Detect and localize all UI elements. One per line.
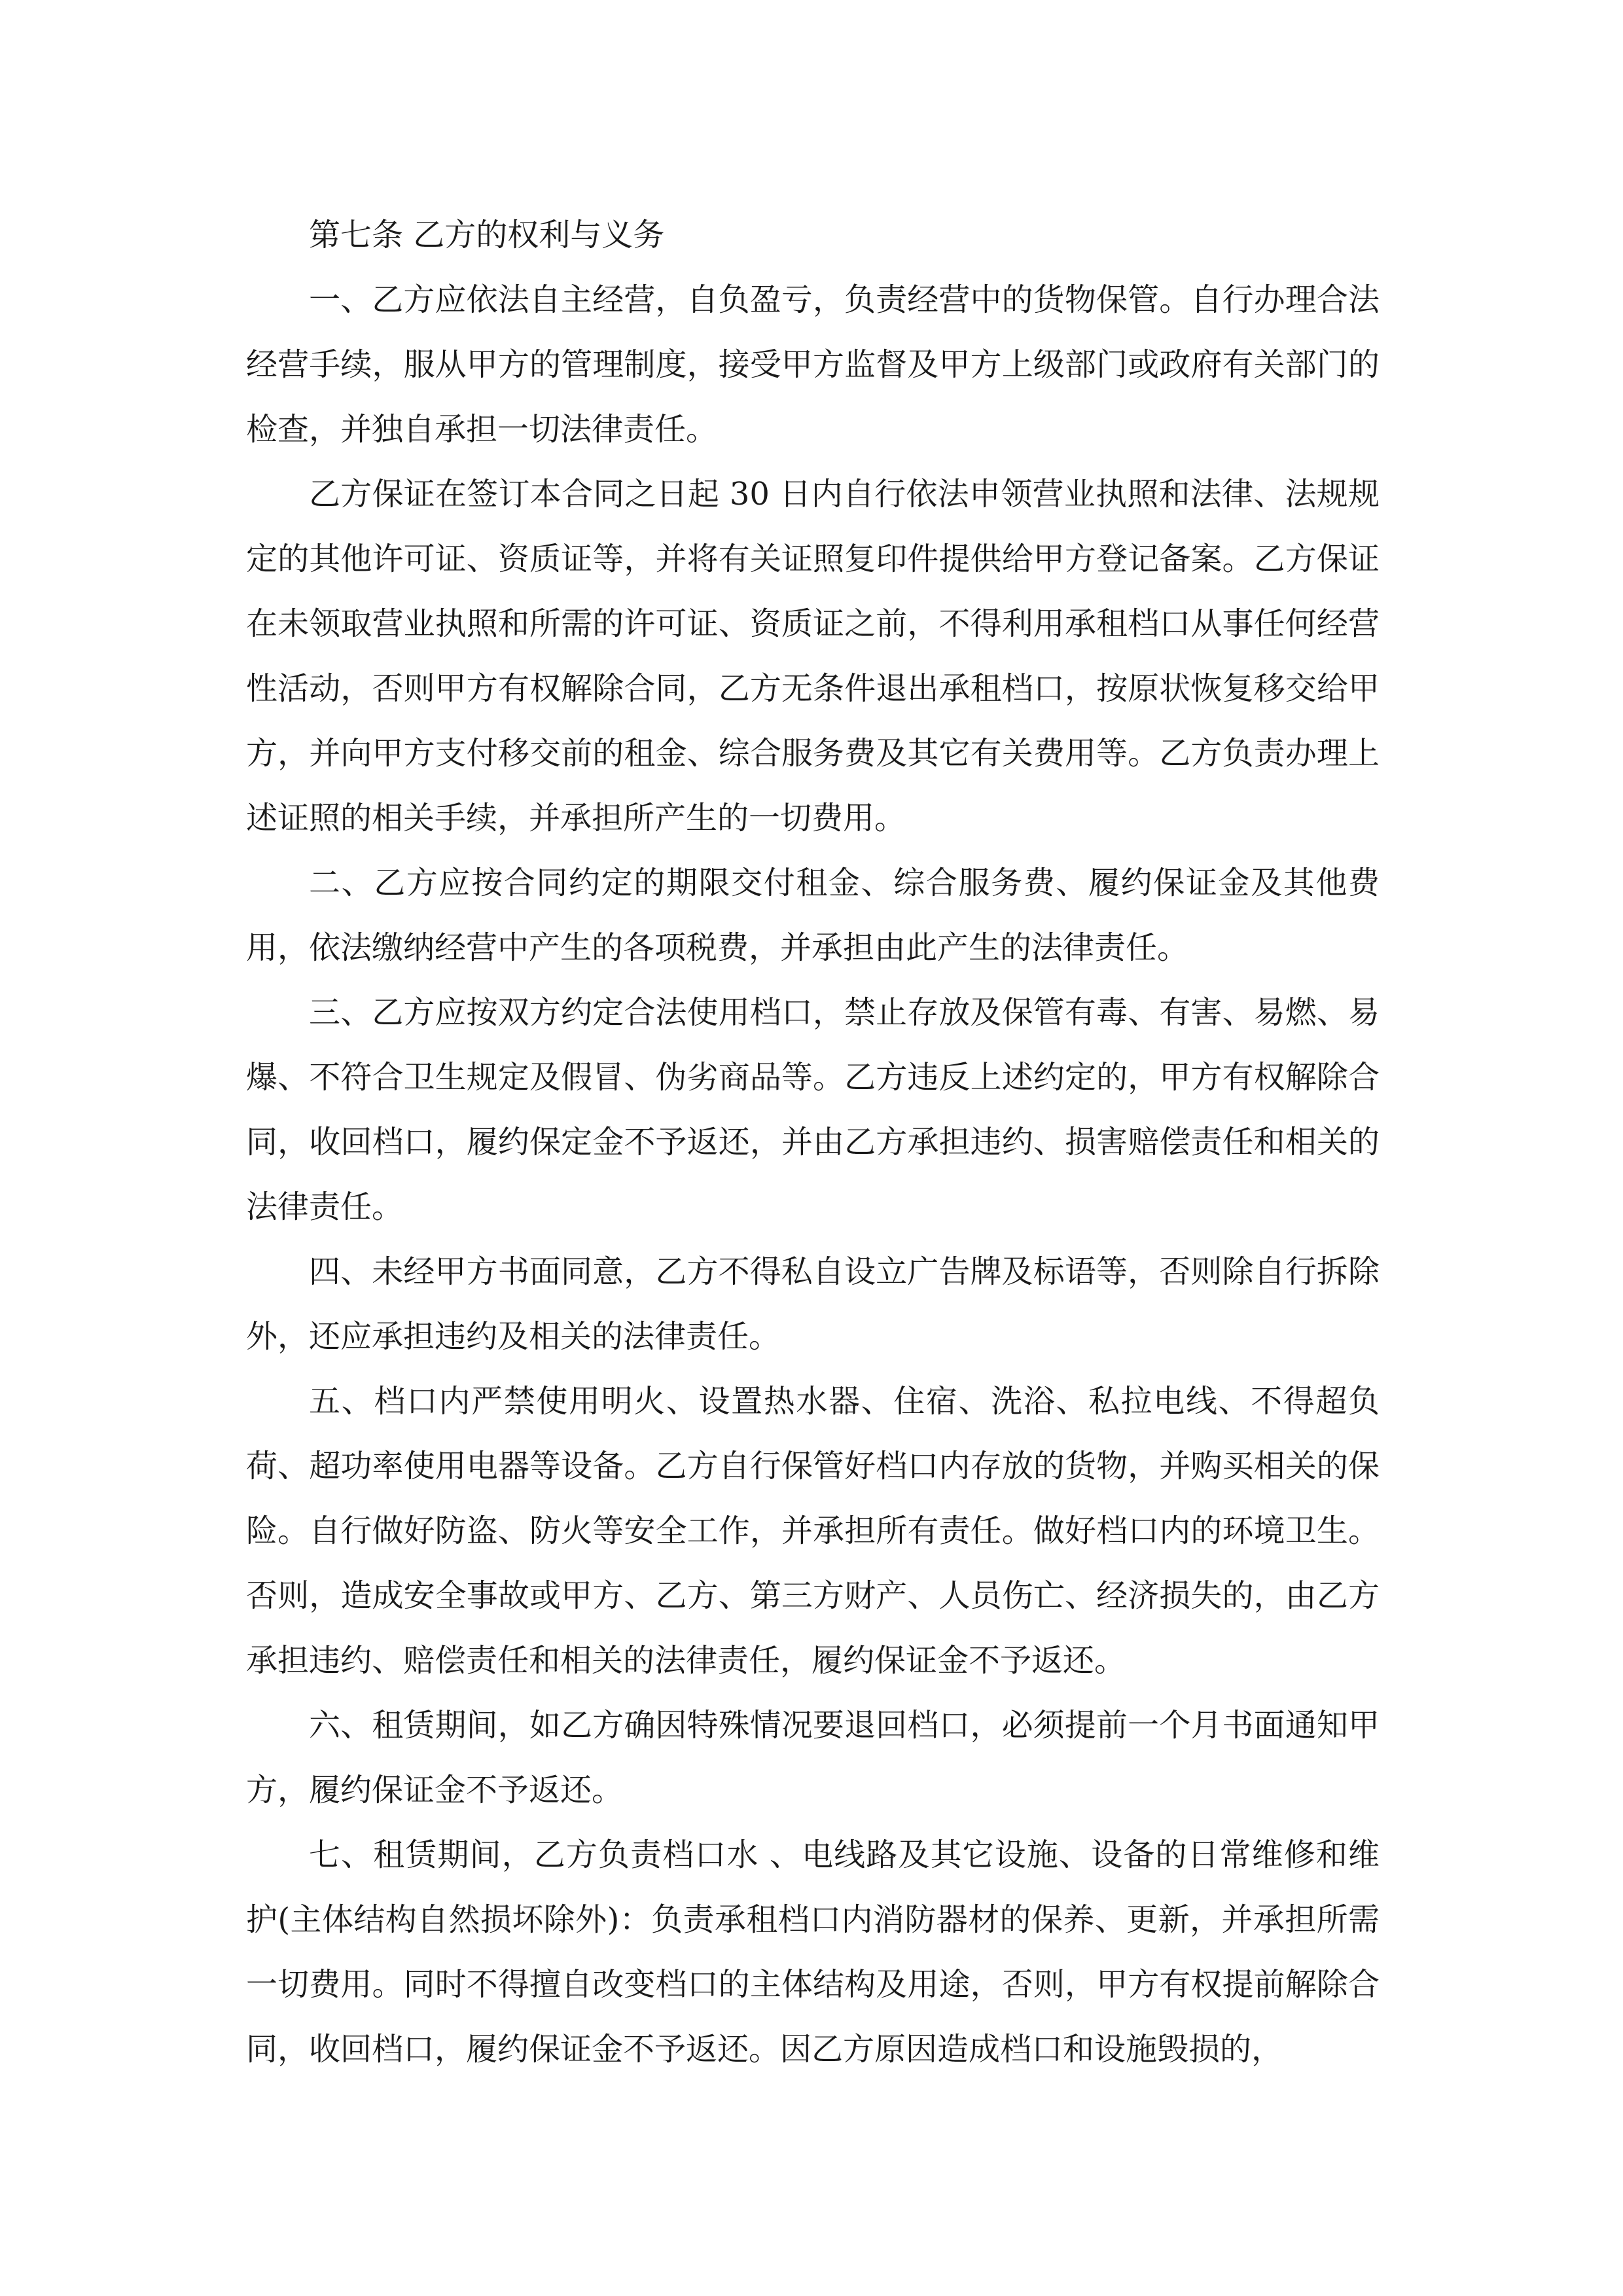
paragraph-clause-2: 二、乙方应按合同约定的期限交付租金、综合服务费、履约保证金及其他费用，依法缴纳经营中产生的各项税费，并承担由此产生的法律责任。 bbox=[246, 865, 1380, 966]
paragraph-clause-1: 一、乙方应依法自主经营，自负盈亏，负责经营中的货物保管。自行办理合法经营手续，服从甲方的管理制度，接受甲方监督及甲方上级部门或政府有关部门的检查，并独自承担一切法律责任。 bbox=[246, 281, 1380, 448]
paragraph-clause-5: 五、档口内严禁使用明火、设置热水器、住宿、洗浴、私拉电线、不得超负荷、超功率使用电器等设备。乙方自行保管好档口内存放的货物，并购买相关的保险。自行做好防盗、防火等安全工作，并承担所有责任。做好档口内的环境卫生。否则，造成安全事故或甲方、乙方、第三方财产、人员伤亡、经济损失的，由乙方承担违约、赔偿责任和相关的法律责任，履约保证金不予返还。 bbox=[246, 1383, 1380, 1679]
article-heading: 第七条 乙方的权利与义务 bbox=[309, 217, 665, 253]
document-body bbox=[246, 203, 1380, 2082]
paragraph-license-guarantee: 乙方保证在签订本合同之日起 30 日内自行依法申领营业执照和法律、法规规定的其他许可证、资质证等，并将有关证照复印件提供给甲方登记备案。乙方保证在未领取营业执照和所需的许可证、资质证之前，不得利用承租档口从事任何经营性活动，否则甲方有权解除合同，乙方无条件退出承租档口，按原状恢复移交给甲方，并向甲方支付移交前的租金、综合服务费及其它有关费用等。乙方负责办理上述证照的相关手续，并承担所产生的一切费用。 bbox=[246, 476, 1380, 836]
paragraph-clause-3: 三、乙方应按双方约定合法使用档口，禁止存放及保管有毒、有害、易燃、易爆、不符合卫生规定及假冒、伪劣商品等。乙方违反上述约定的，甲方有权解除合同，收回档口，履约保定金不予返还，并由乙方承担违约、损害赔偿责任和相关的法律责任。 bbox=[246, 994, 1380, 1225]
paragraph-clause-7: 七、租赁期间，乙方负责档口水 、电线路及其它设施、设备的日常维修和维护(主体结构自然损坏除外)：负责承租档口内消防器材的保养、更新，并承担所需一切费用。同时不得擅自改变档口的主体结构及用途，否则，甲方有权提前解除合同，收回档口，履约保证金不予返还。因乙方原因造成档口和设施毁损的， bbox=[246, 1837, 1380, 2068]
paragraph-clause-4: 四、未经甲方书面同意，乙方不得私自设立广告牌及标语等，否则除自行拆除外，还应承担违约及相关的法律责任。 bbox=[246, 1253, 1380, 1355]
paragraph-clause-6: 六、租赁期间，如乙方确因特殊情况要退回档口，必须提前一个月书面通知甲方，履约保证金不予返还。 bbox=[246, 1707, 1380, 1808]
